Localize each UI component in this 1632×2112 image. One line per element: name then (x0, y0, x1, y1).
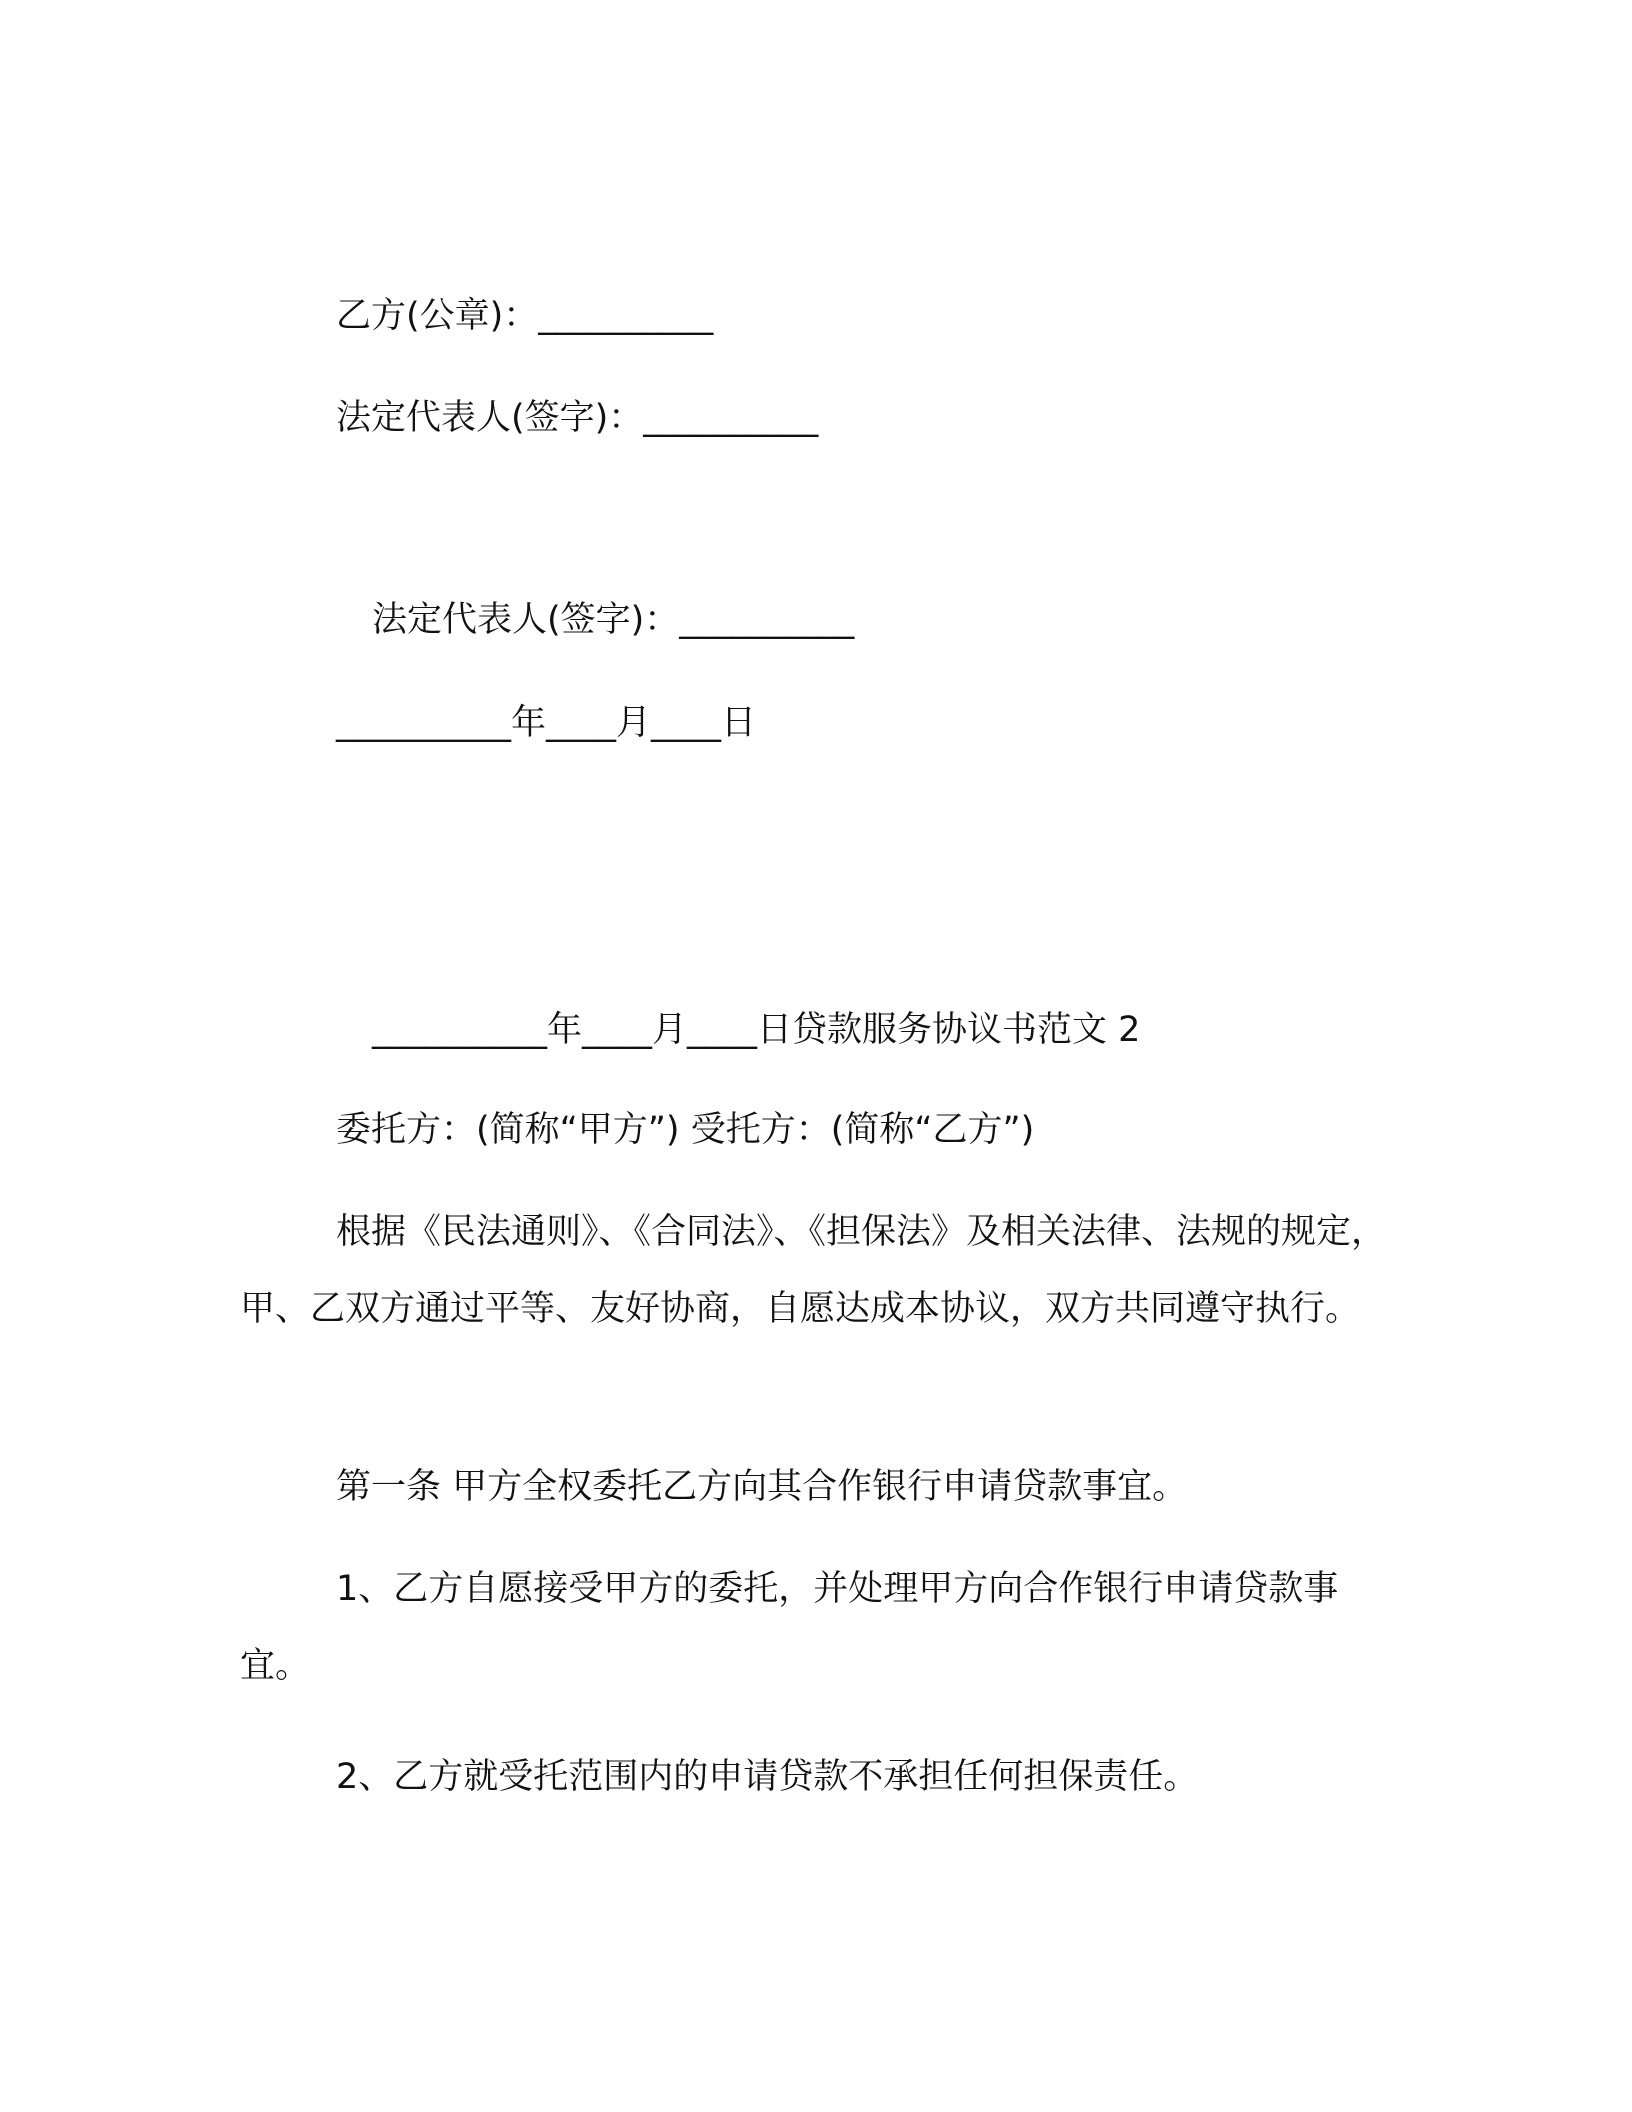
agreement-title: __________年____月____日贷款服务协议书范文 2 (372, 1010, 1141, 1050)
party-b-seal-line: 乙方(公章)：__________ (336, 296, 714, 336)
article-1-heading: 第一条 甲方全权委托乙方向其合作银行申请贷款事宜。 (336, 1467, 1188, 1507)
legal-representative-signature-line: 法定代表人(签字)：__________ (336, 398, 819, 438)
clause-1-paragraph: 1、乙方自愿接受甲方的委托，并处理甲方向合作银行申请贷款事宜。 (240, 1569, 1339, 1686)
legal-representative-signature-line-2: 法定代表人(签字)：__________ (372, 600, 855, 640)
parties-line: 委托方：(简称“甲方”) 受托方：(简称“乙方”) (336, 1110, 1035, 1150)
signature-date-line: __________年____月____日 (336, 703, 757, 743)
preamble-paragraph: 根据《民法通则》、《合同法》、《担保法》及相关法律、法规的规定，甲、乙双方通过平等、友好协商，自愿达成本协议，双方共同遵守执行。 (240, 1212, 1387, 1329)
clause-2-line: 2、乙方就受托范围内的申请贷款不承担任何担保责任。 (336, 1757, 1199, 1797)
